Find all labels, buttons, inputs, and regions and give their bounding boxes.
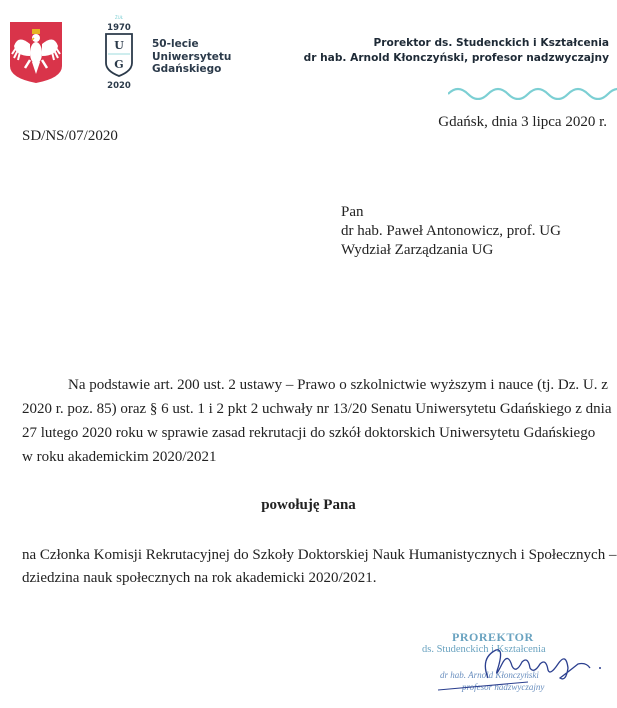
stamp-position: profesor nadzwyczajny — [462, 682, 545, 692]
recipient-address — [341, 203, 561, 260]
legal-basis-paragraph — [22, 373, 612, 469]
anniversary-line: 50-lecie — [152, 38, 199, 50]
appointment-heading: powołuję Pana — [261, 497, 356, 513]
logo-monogram-g: G — [114, 58, 124, 71]
paragraph-line: 2020 r. poz. 85) oraz § 6 ust. 1 i 2 pkt 2 uchwały nr 13/20 Senatu Uniwersytetu Gdańskiego z dnia — [22, 401, 612, 417]
logo-small-text: ŻUŁ — [115, 15, 123, 20]
polish-eagle-emblem-icon — [8, 20, 64, 84]
paragraph-line: na Członka Komisji Rekrutacyjnej do Szkoły Doktorskiej Nauk Humanistycznych i Społecznych – — [22, 547, 617, 563]
anniversary-line: Gdańskiego — [152, 63, 222, 75]
recipient-salutation: Pan — [341, 204, 364, 220]
letter-date: Gdańsk, dnia 3 lipca 2020 r. — [438, 114, 607, 130]
recipient-name: dr hab. Paweł Antonowicz, prof. UG — [341, 223, 561, 239]
recipient-department: Wydział Zarządzania UG — [341, 242, 494, 258]
reference-number: SD/NS/07/2020 — [22, 128, 118, 144]
anniversary-text — [152, 38, 231, 76]
office-holder: dr hab. Arnold Kłonczyński, profesor nadzwyczajny — [303, 52, 609, 64]
office-header — [304, 36, 609, 66]
handwritten-signature-icon — [418, 638, 608, 693]
paragraph-line: 27 lutego 2020 roku w sprawie zasad rekrutacji do szkół doktorskich Uniwersytetu Gdańskiego — [22, 425, 596, 441]
logo-year-end: 2020 — [107, 81, 131, 89]
paragraph-line: dziedzina nauk społecznych na rok akademicki 2020/2021. — [22, 570, 377, 586]
stamp-name: dr hab. Arnold Kłonczyński — [440, 670, 539, 680]
office-title: Prorektor ds. Studenckich i Kształcenia — [373, 37, 609, 49]
decorative-wave-icon — [448, 82, 617, 100]
official-stamp — [400, 628, 600, 708]
university-logo-icon — [103, 13, 135, 89]
paragraph-line: Na podstawie art. 200 ust. 2 ustawy – Prawo o szkolnictwie wyższym i nauce (tj. Dz. U. z — [68, 377, 608, 393]
logo-monogram-u: U — [114, 39, 124, 52]
paragraph-line: w roku akademickim 2020/2021 — [22, 449, 217, 465]
logo-year-start: 1970 — [107, 23, 131, 33]
anniversary-line: Uniwersytetu — [152, 50, 232, 63]
appointment-paragraph — [22, 544, 617, 590]
stamp-title: PROREKTOR — [452, 630, 534, 644]
stamp-subtitle: ds. Studenckich i Kształcenia — [422, 644, 546, 655]
